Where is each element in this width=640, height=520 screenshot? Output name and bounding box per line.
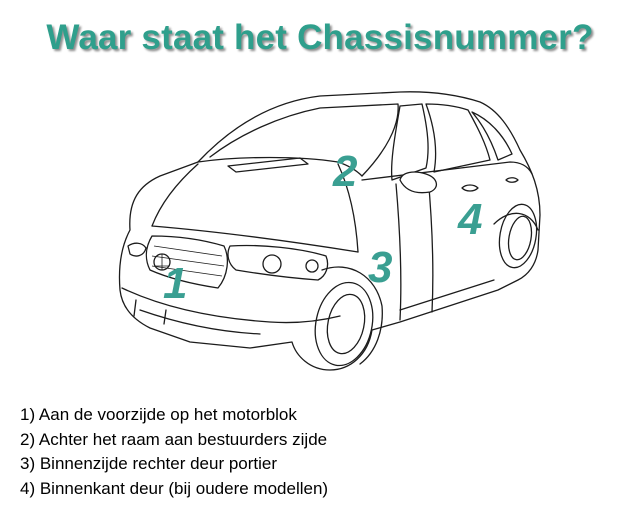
marker-3: 3 <box>368 243 393 292</box>
marker-2: 2 <box>333 147 358 196</box>
marker-1: 1 <box>163 259 188 308</box>
car-illustration <box>100 80 560 380</box>
legend-list <box>20 403 328 501</box>
page-title: Waar staat het Chassisnummer? <box>46 18 594 57</box>
legend-item-2: 2) Achter het raam aan bestuurders zijde <box>20 429 328 449</box>
legend-item-4: 4) Binnenkant deur (bij oudere modellen) <box>20 478 329 498</box>
legend-item-3: 3) Binnenzijde rechter deur portier <box>20 454 278 473</box>
marker-4: 4 <box>458 195 483 244</box>
legend-item-1: 1) Aan de voorzijde op het motorblok <box>20 405 297 424</box>
